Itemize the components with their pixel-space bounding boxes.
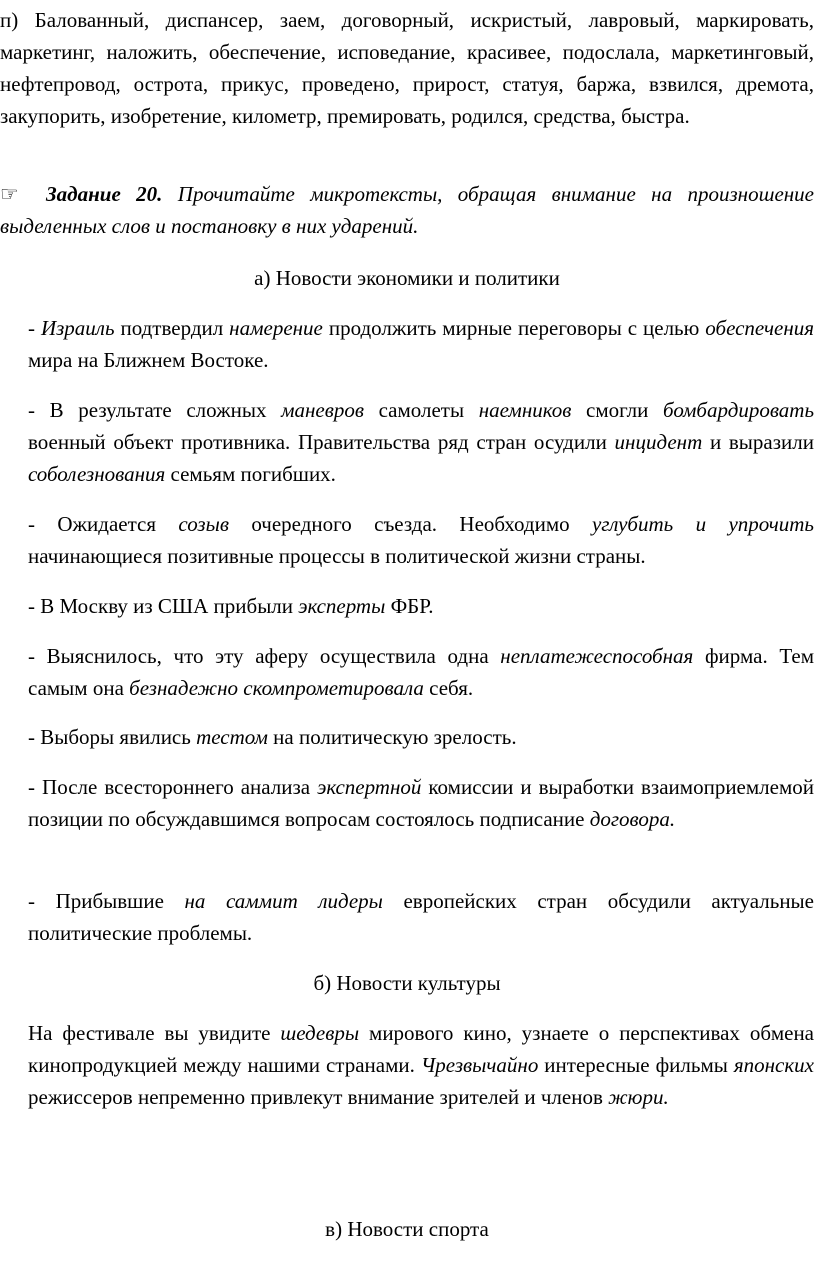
text-run: европейских стран обсудили актуальные политические проблемы. [28,889,814,945]
text-run: - Выборы явились [28,725,197,749]
task-title: Задание 20. [46,182,163,206]
heading-economy-politics: а) Новости экономики и политики [254,266,560,290]
highlighted-word: наемников [478,398,572,422]
paragraph-b1 [0,1017,814,1113]
text-run: режиссеров непременно привлекут внимание зрителей и членов [28,1085,609,1109]
highlighted-word: безнадежно скомпрометировала [129,676,424,700]
highlighted-word: жюри. [608,1085,669,1109]
highlighted-word: японских [733,1053,815,1077]
text-run: и выразили [702,430,814,454]
paragraph-a7 [0,771,814,835]
highlighted-word: договора. [589,807,676,831]
text-run: себя. [423,676,474,700]
text-run: мира на Ближнем Востоке. [28,348,269,372]
text-run: На фестивале вы увидите [28,1021,281,1045]
paragraph-a6 [0,721,814,753]
text-run: начинающиеся позитивные процессы в политической жизни страны. [28,544,646,568]
text-run: - Прибывшие [28,889,185,913]
text-run: подтвердил [114,316,230,340]
highlighted-word: маневров [281,398,364,422]
paragraph-a4 [0,590,814,622]
heading-sport: в) Новости спорта [325,1217,489,1241]
highlighted-word: обеспечения [705,316,814,340]
paragraph-a3 [0,508,814,572]
highlighted-word: углубить и упрочить [591,512,814,536]
highlighted-word: намерение [229,316,323,340]
text-run: продолжить мирные переговоры с целью [322,316,706,340]
highlighted-word: тестом [196,725,268,749]
highlighted-word: на саммит лидеры [184,889,383,913]
paragraph-a5 [0,640,814,704]
paragraph-a8 [0,885,814,949]
text-run: - В Москву из США прибыли [28,594,299,618]
text-run: военный объект противника. Правительства ряд стран осудили [28,430,615,454]
paragraph-a2 [0,394,814,490]
text-run: - Ожидается [28,512,179,536]
text-run: самолеты [363,398,479,422]
pointing-hand-icon: ☞ [0,182,19,206]
word-list: п) Балованный, диспансер, заем, договорный, искристый, лавровый, маркировать, маркетинг, наложить, обеспечение, исповедание, красивее, подослала, маркетинговый, нефтепровод, острота, прикус, проведено, прирост, статуя, баржа, взвился, дремота, закупорить, изобретение, километр, премировать, родился, средства, быстра. [0,8,814,128]
text-run: - После всестороннего анализа [28,775,318,799]
task-20 [0,178,814,242]
text-run: ФБР. [385,594,434,618]
heading-culture: б) Новости культуры [313,971,501,995]
text-run: - В результате сложных [28,398,282,422]
highlighted-word: шедевры [280,1021,360,1045]
text-run: - Выяснилось, что эту аферу осуществила одна [28,644,501,668]
highlighted-word: бомбардировать [663,398,815,422]
text-run: комиссии и выработки взаимоприемлемой позиции по обсуждавшимся вопросам состоялось подписание [28,775,814,831]
text-run: - [28,316,41,340]
highlighted-word: экспертной [317,775,422,799]
highlighted-word: соболезнования [28,462,166,486]
highlighted-word: созыв [178,512,229,536]
text-run: очередного съезда. Необходимо [228,512,592,536]
highlighted-word: Израиль [40,316,115,340]
text-run: на политическую зрелость. [267,725,517,749]
highlighted-word: неплатежеспособная [500,644,694,668]
text-run: интересные фильмы [538,1053,734,1077]
highlighted-word: инцидент [614,430,703,454]
text-run: мирового кино, узнаете о перспективах обмена кинопродукцией между нашими странами. [28,1021,815,1077]
highlighted-word: эксперты [298,594,386,618]
text-run: фирма. Тем самым она [28,644,814,700]
text-run: смогли [571,398,664,422]
highlighted-word: Чрезвычайно [420,1053,539,1077]
task-text: Прочитайте микротексты, обращая внимание на произношение выделенных слов и постановку в них ударений. [0,182,815,238]
paragraph-a1 [0,312,814,376]
text-run: семьям погибших. [165,462,336,486]
